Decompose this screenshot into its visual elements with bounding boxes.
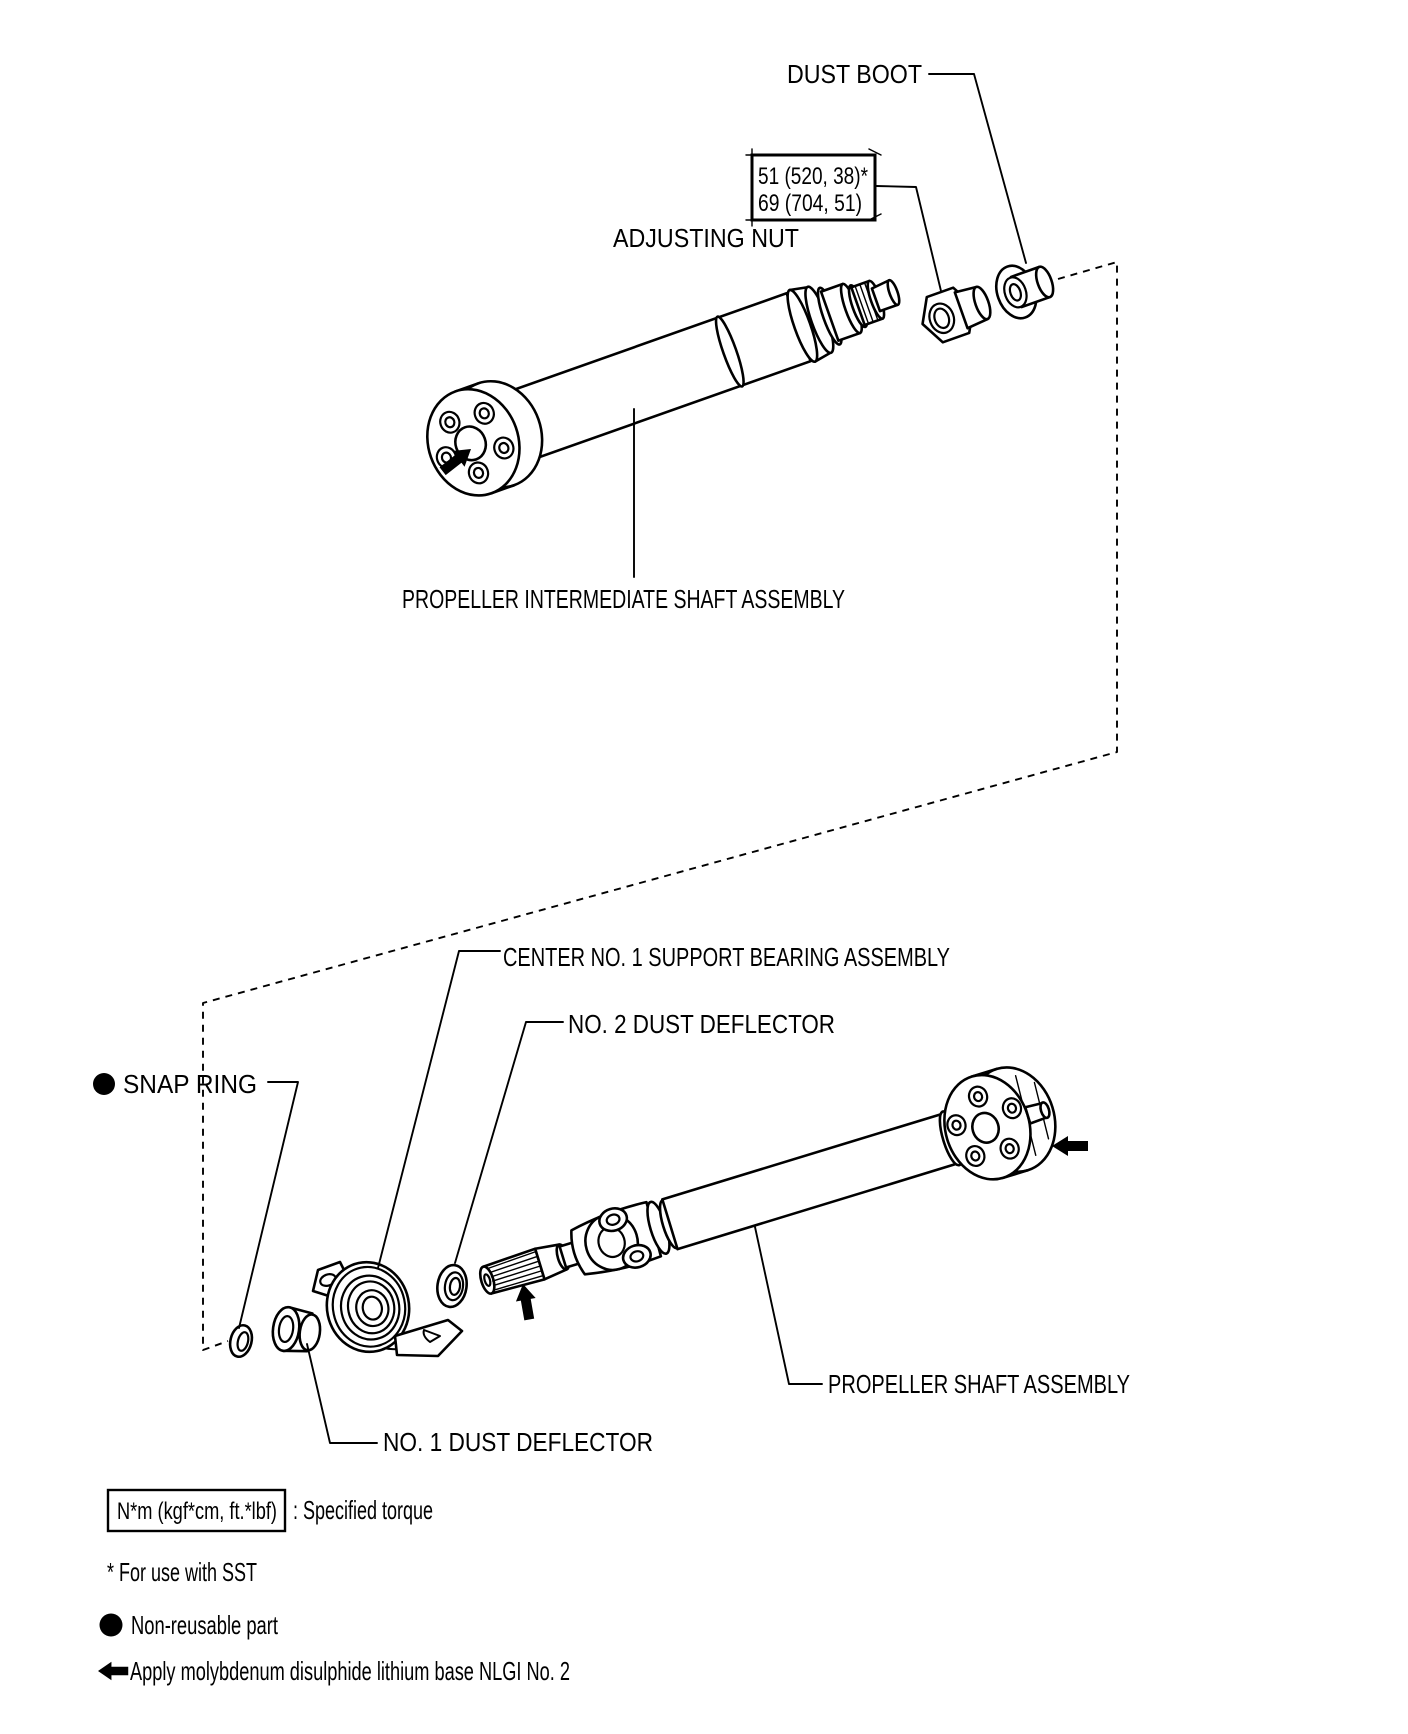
torque-spec-line2: 69 (704, 51) (758, 190, 862, 217)
torque-spec-line1: 51 (520, 38)* (758, 163, 868, 190)
propeller-intermediate-shaft-label: PROPELLER INTERMEDIATE SHAFT ASSEMBLY (402, 584, 845, 614)
no2-dust-deflector-part (435, 1263, 470, 1309)
adjusting-nut-part (915, 278, 997, 346)
no2-deflector-leader (455, 1022, 563, 1263)
no1-dust-deflector-label: NO. 1 DUST DEFLECTOR (383, 1427, 653, 1457)
sst-footnote-label: * For use with SST (107, 1557, 258, 1587)
propeller-shaft-leader (755, 1227, 822, 1384)
adjusting-nut-label: ADJUSTING NUT (613, 223, 800, 253)
non-reusable-icon (100, 1614, 123, 1637)
snap-ring-leader (239, 1082, 298, 1328)
propeller-shaft-label: PROPELLER SHAFT ASSEMBLY (828, 1369, 1130, 1399)
torque-caption-label: : Specified torque (293, 1495, 433, 1525)
dust-boot-part (989, 254, 1060, 324)
no1-dust-deflector-part (270, 1305, 323, 1355)
propeller-shaft-tube (662, 1113, 958, 1249)
dust-boot-label: DUST BOOT (787, 59, 923, 89)
snap-ring-part (227, 1323, 255, 1359)
propeller-intermediate-shaft-drawing (413, 241, 916, 508)
torque-spec-leader (876, 186, 941, 291)
non-reusable-icon (93, 1073, 115, 1095)
exploded-view-dashed-outline (203, 262, 1117, 1350)
center-support-bearing-label: CENTER NO. 1 SUPPORT BEARING ASSEMBLY (503, 942, 950, 972)
grease-arrow-icon (98, 1662, 128, 1680)
legend (98, 1490, 570, 1686)
non-reusable-label: Non-reusable part (131, 1610, 279, 1640)
intermediate-shaft-tube (506, 293, 811, 460)
no1-deflector-leader (307, 1344, 377, 1443)
torque-unit-box-label: N*m (kgf*cm, ft.*lbf) (117, 1498, 277, 1525)
snap-ring-label: SNAP RING (123, 1069, 257, 1099)
center-bearing-leader (378, 951, 500, 1268)
propeller-shaft-drawing (466, 1057, 1088, 1333)
dust-boot-leader (929, 74, 1026, 263)
grease-point-arrow-icon (1052, 1136, 1088, 1156)
no2-dust-deflector-label: NO. 2 DUST DEFLECTOR (568, 1009, 835, 1039)
center-support-bearing-part (313, 1254, 462, 1359)
grease-point-arrow-icon (513, 1282, 539, 1321)
grease-note-label: Apply molybdenum disulphide lithium base NLGI No. 2 (130, 1656, 570, 1686)
